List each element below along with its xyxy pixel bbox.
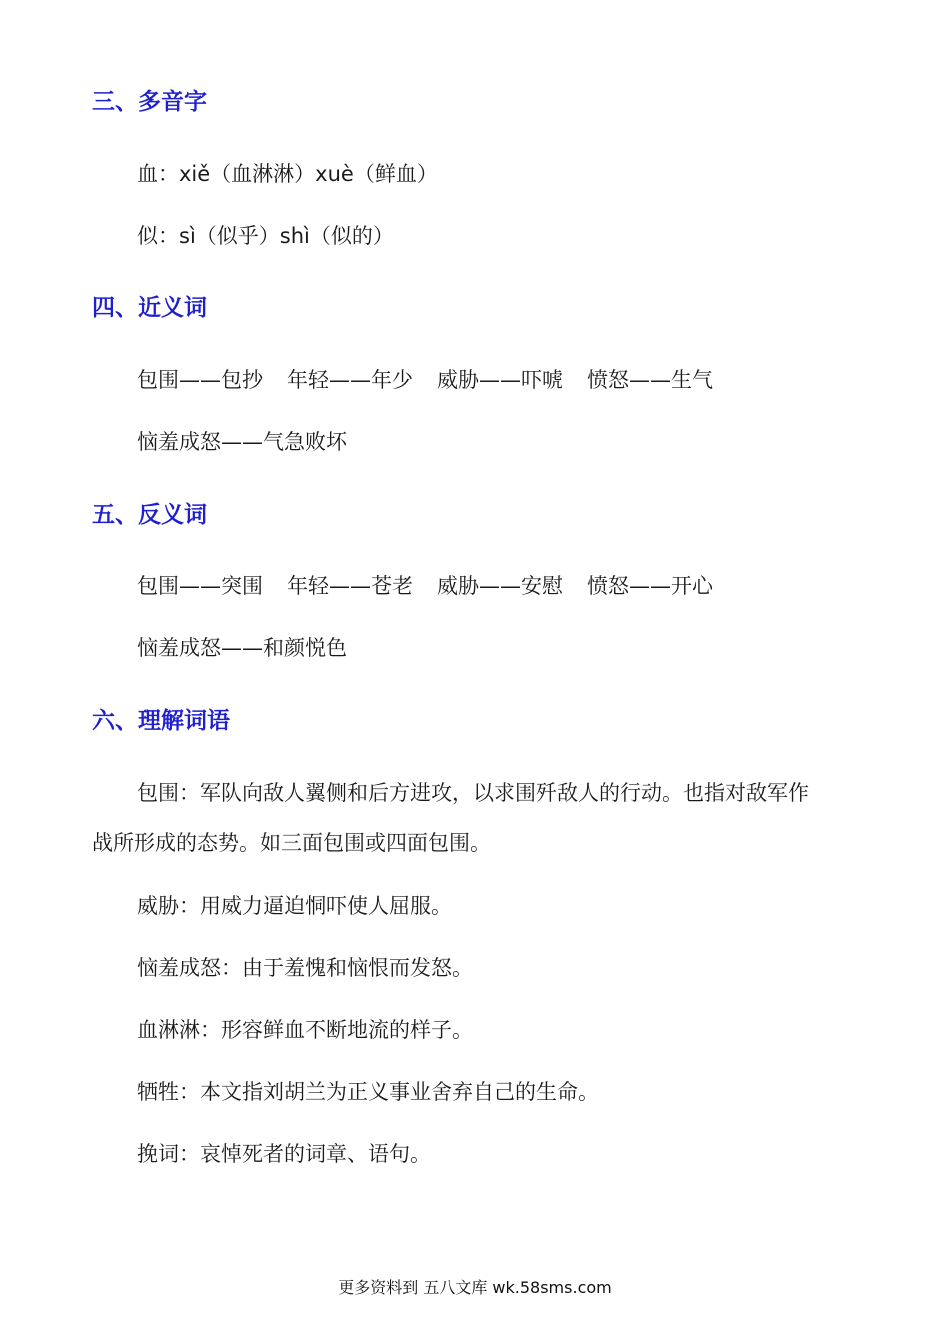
section-heading-antonyms: 五、反义词 (92, 502, 207, 528)
definition-line: 包围：军队向敌人翼侧和后方进攻，以求围歼敌人的行动。也指对敌军作 (137, 781, 809, 805)
synonym-pair: 威胁——吓唬 (437, 368, 563, 392)
polyphonic-line: 血：xiě（血淋淋）xuè（鲜血） (137, 162, 438, 186)
synonym-pair: 年轻——年少 (287, 368, 413, 392)
definition-item: 挽词：哀悼死者的词章、语句。 (137, 1142, 431, 1166)
synonym-pair: 愤怒——生气 (587, 368, 713, 392)
polyphonic-line: 似：sì（似乎）shì（似的） (137, 224, 394, 248)
page-footer: 更多资料到 五八文库 wk.58sms.com (338, 1278, 612, 1297)
antonym-pair: 愤怒——开心 (587, 574, 713, 598)
synonym-pairs (137, 366, 713, 394)
synonym-pair: 包围——包抄 (137, 368, 263, 392)
definition-item: 恼羞成怒：由于羞愧和恼恨而发怒。 (137, 956, 473, 980)
antonym-pairs (137, 572, 713, 600)
antonym-pair: 年轻——苍老 (287, 574, 413, 598)
definition-item: 牺牲：本文指刘胡兰为正义事业舍弃自己的生命。 (137, 1080, 599, 1104)
synonym-extra: 恼羞成怒——气急败坏 (137, 430, 347, 454)
definition-item: 威胁：用威力逼迫恫吓使人屈服。 (137, 894, 452, 918)
definition-line-continued: 战所形成的态势。如三面包围或四面包围。 (92, 831, 491, 855)
antonym-pair: 威胁——安慰 (437, 574, 563, 598)
antonym-pair: 包围——突围 (137, 574, 263, 598)
definition-item: 血淋淋：形容鲜血不断地流的样子。 (137, 1018, 473, 1042)
antonym-extra: 恼羞成怒——和颜悦色 (137, 636, 347, 660)
section-heading-polyphonic: 三、多音字 (92, 89, 207, 115)
section-heading-vocabulary: 六、理解词语 (92, 708, 230, 734)
section-heading-synonyms: 四、近义词 (92, 295, 207, 321)
